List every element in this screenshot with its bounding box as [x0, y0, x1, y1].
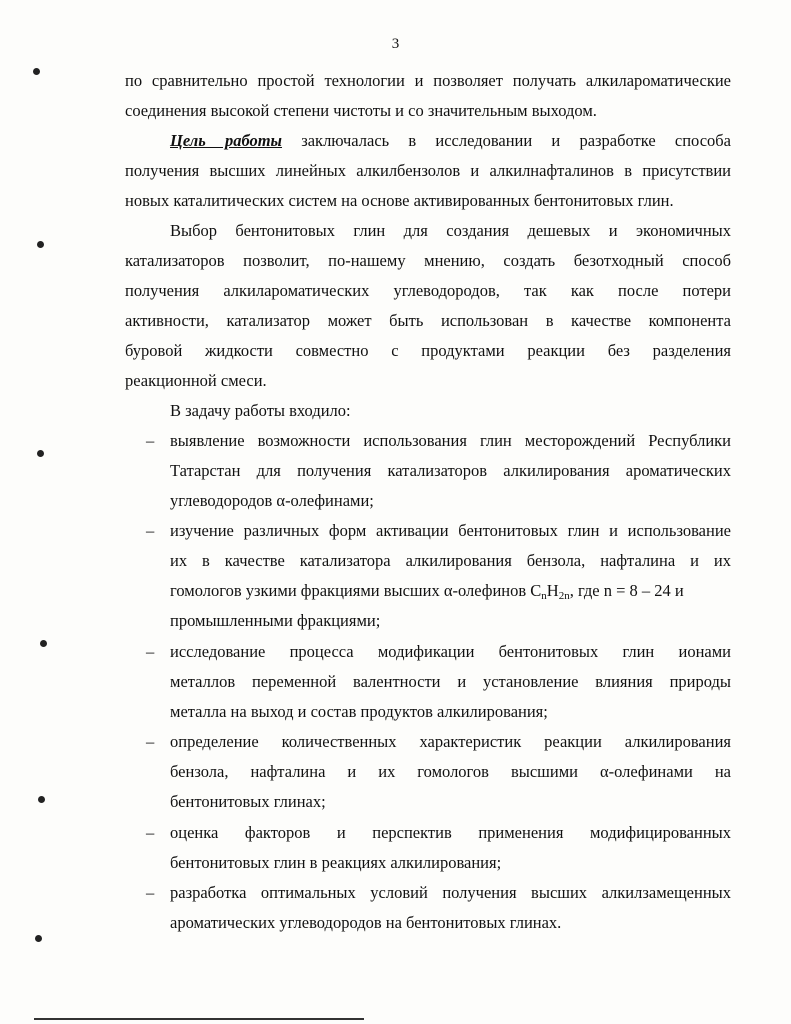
- binder-hole-mark: [38, 796, 45, 803]
- list-item-line: бентонитовых глин в реакциях алкилирования;: [170, 853, 502, 872]
- list-item-line: металлов переменной валентности и установление влияния природы: [170, 672, 731, 691]
- list-item-line: определение количественных характеристик реакции алкилирования: [170, 732, 731, 751]
- list-item-line: металла на выход и состав продуктов алкилирования;: [170, 702, 548, 721]
- goal-label: Цель работы: [170, 131, 283, 150]
- formula-line: гомологов узкими фракциями высших α-олефинов $C_nH_{2n}$, где n = 8 – 24 и: [170, 581, 684, 602]
- goal-line: [170, 131, 731, 151]
- list-intro: В задачу работы входило:: [170, 401, 351, 420]
- list-item-line: бентонитовых глинах;: [170, 792, 326, 811]
- page-number: 3: [391, 36, 400, 52]
- text-line: новых каталитических систем на основе активированных бентонитовых глин.: [125, 191, 674, 210]
- list-item-line: оценка факторов и перспектив применения модифицированных: [170, 823, 731, 842]
- binder-hole-mark: [35, 935, 42, 942]
- list-dash: –: [146, 732, 155, 751]
- list-dash: –: [146, 823, 155, 842]
- list-item-line: бензола, нафталина и их гомологов высшими α-олефинами на: [170, 762, 731, 781]
- binder-hole-mark: [33, 68, 40, 75]
- text-line: буровой жидкости совместно с продуктами реакции без разделения: [125, 341, 731, 360]
- binder-hole-mark: [37, 241, 44, 248]
- list-dash: –: [146, 883, 155, 902]
- list-item-line: изучение различных форм активации бентонитовых глин и использование: [170, 521, 731, 540]
- list-dash: –: [146, 431, 155, 450]
- text-line: катализаторов позволит, по-нашему мнению, создать безотходный способ: [125, 251, 731, 270]
- list-item-line: углеводородов α-олефинами;: [170, 491, 374, 510]
- text-line: получения высших линейных алкилбензолов и алкилнафталинов в присутствии: [125, 161, 731, 180]
- list-item-line: исследование процесса модификации бентонитовых глин ионами: [170, 642, 731, 661]
- text-line: активности, катализатор может быть использован в качестве компонента: [125, 311, 731, 330]
- binder-hole-mark: [37, 450, 44, 457]
- list-dash: –: [146, 521, 155, 540]
- text-line: по сравнительно простой технологии и позволяет получать алкилароматические: [125, 71, 731, 90]
- goal-text: заключалась в исследовании и разработке способа: [301, 131, 731, 150]
- list-item-line: их в качестве катализатора алкилирования бензола, нафталина и их: [170, 551, 731, 570]
- list-item-line: ароматических углеводородов на бентонитовых глинах.: [170, 913, 562, 932]
- text-line: Выбор бентонитовых глин для создания дешевых и экономичных: [170, 221, 731, 240]
- text-line: реакционной смеси.: [125, 371, 267, 390]
- text-line: получения алкилароматических углеводородов, так как после потери: [125, 281, 731, 300]
- list-item-line: выявление возможности использования глин месторождений Республики: [170, 431, 731, 450]
- list-item-line: разработка оптимальных условий получения высших алкилзамещенных: [170, 883, 731, 902]
- list-dash: –: [146, 642, 155, 661]
- list-item-line: Татарстан для получения катализаторов алкилирования ароматических: [170, 461, 731, 480]
- list-item-line: промышленными фракциями;: [170, 611, 381, 630]
- text-line: соединения высокой степени чистоты и со значительным выходом.: [125, 101, 597, 120]
- binder-hole-mark: [40, 640, 47, 647]
- footer-rule: [34, 1018, 364, 1020]
